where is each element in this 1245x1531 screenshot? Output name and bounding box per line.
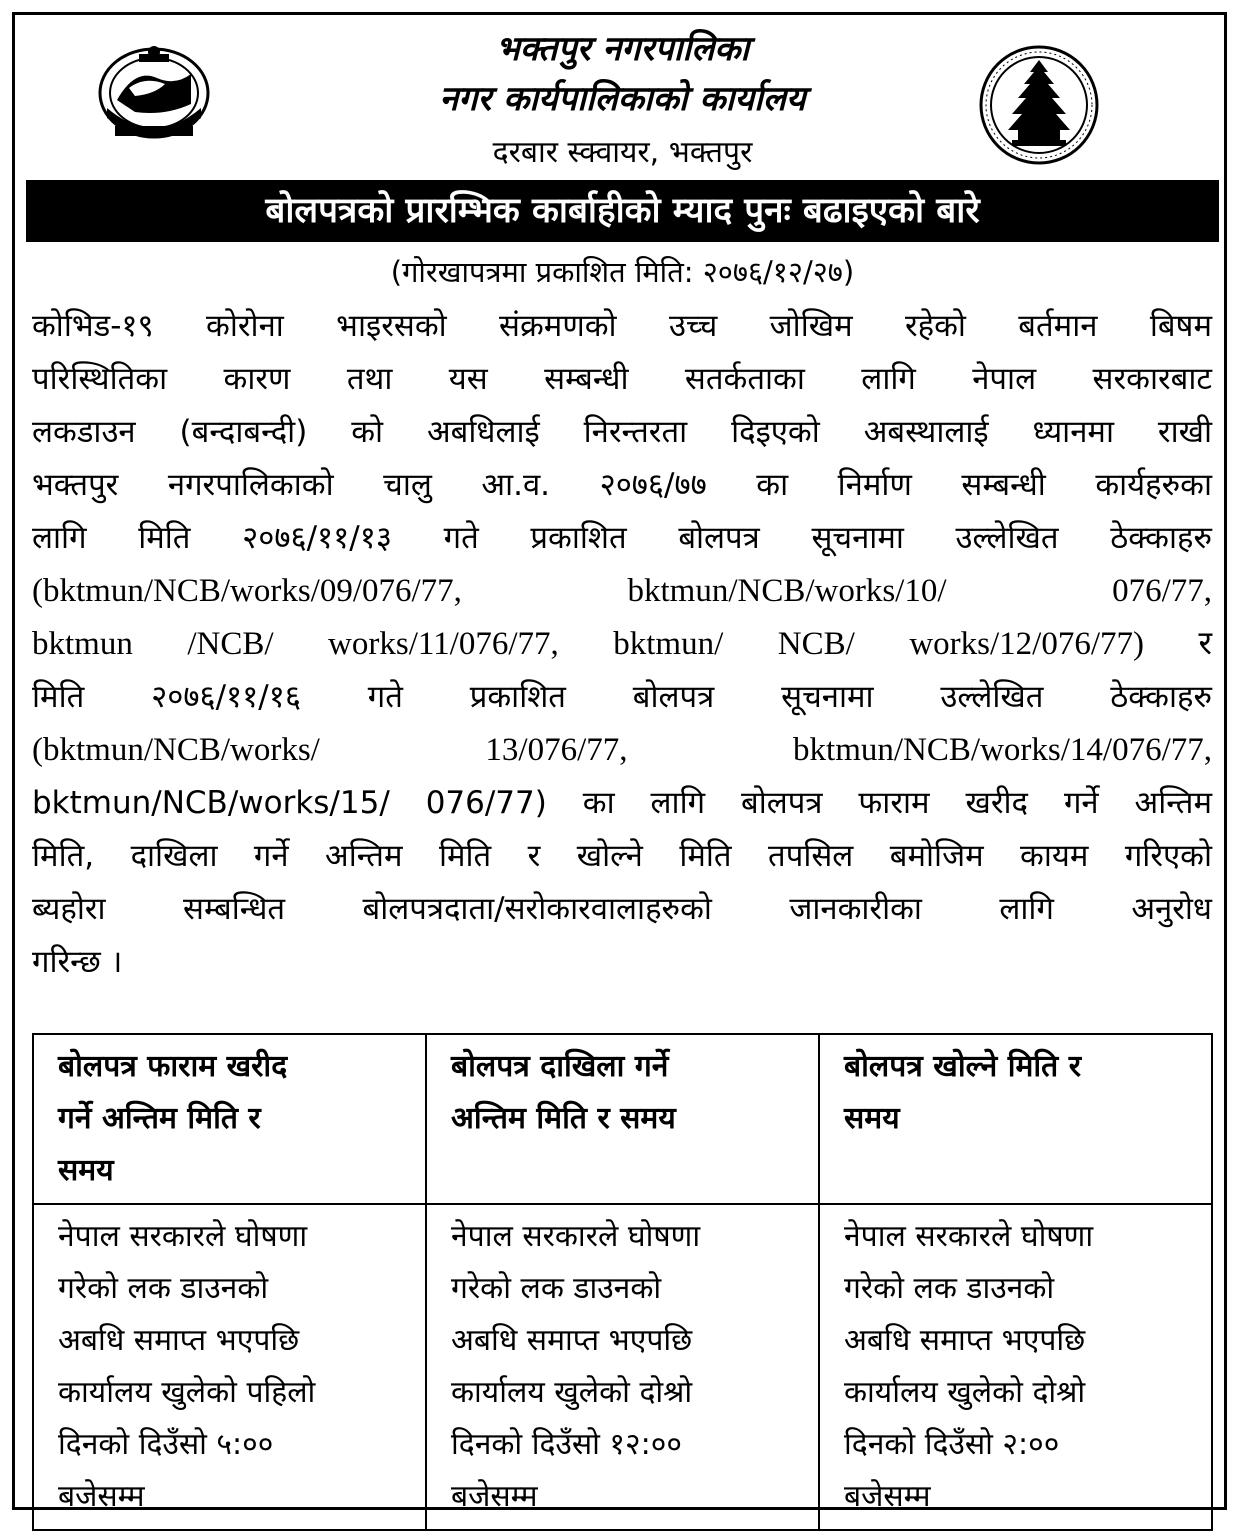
notice-body [32,300,1212,989]
body-line: bktmun /NCB/ works/11/076/77, bktmun/ NCB/ works/12/076/77) र [32,626,1212,662]
published-note: (गोरखापत्रमा प्रकाशित मिति: २०७६/१२/२७) [390,255,855,289]
body-line: (bktmun/NCB/works/09/076/77, bktmun/NCB/works/10/ 076/77, [32,573,1212,609]
body-line: लागि मिति २०७६/११/१३ गते प्रकाशित बोलपत्र सूचनामा उल्लेखित ठेक्काहरु [32,520,1212,556]
body-line: गरिन्छ । [32,944,123,980]
notice-title: बोलपत्रको प्रारम्भिक कार्बाहीको म्याद पुनः बढाइएको बारे [26,180,1219,242]
header-cell-opening-date: बोलपत्र खोल्ने मिति र समय [819,1034,1212,1204]
body-line: ब्यहोरा सम्बन्धित बोलपत्रदाता/सरोकारवालाहरुको जानकारीका लागि अनुरोध [32,891,1212,927]
body-line: (bktmun/NCB/works/ 13/076/77, bktmun/NCB/works/14/076/77, [32,732,1212,768]
body-line: मिति, दाखिला गर्ने अन्तिम मिति र खोल्ने मिति तपसिल बमोजिम कायम गरिएको [32,838,1212,874]
office-name: नगर कार्यपालिकाको कार्यालय [439,79,806,119]
cell-opening-date: नेपाल सरकारले घोषणा गरेको लक डाउनको अबधि समाप्त भएपछि कार्यालय खुलेको दोश्रो दिनको दिउँसो २:०० बजेसम्म [819,1204,1212,1530]
cell-purchase-deadline: नेपाल सरकारले घोषणा गरेको लक डाउनको अबधि समाप्त भएपछि कार्यालय खुलेको पहिलो दिनको दिउँसो ५:०० बजेसम्म [33,1204,426,1530]
cell-submission-deadline: नेपाल सरकारले घोषणा गरेको लक डाउनको अबधि समाप्त भएपछि कार्यालय खुलेको दोश्रो दिनको दिउँसो १२:०० बजेसम्म [426,1204,819,1530]
org-name: भक्तपुर नगरपालिका [495,29,750,69]
body-line: कोभिड-१९ कोरोना भाइरसको संक्रमणको उच्च जोखिम रहेको बर्तमान बिषम [32,308,1212,344]
office-address: दरबार स्क्वायर, भक्तपुर [492,135,753,170]
body-line: लकडाउन (बन्दाबन्दी) को अबधिलाई निरन्तरता दिइएको अबस्थालाई ध्यानमा राखी [32,414,1212,450]
body-line: भक्तपुर नगरपालिकाको चालु आ.व. २०७६/७७ का निर्माण सम्बन्धी कार्यहरुका [32,467,1212,503]
table-row [33,1204,1212,1530]
body-line: bktmun/NCB/works/15/ 076/77) का लागि बोलपत्र फाराम खरीद गर्ने अन्तिम [32,785,1212,821]
schedule-table [32,1033,1213,1531]
body-line: परिस्थितिका कारण तथा यस सम्बन्धी सतर्कताका लागि नेपाल सरकारबाट [32,361,1212,397]
table-header-row [33,1034,1212,1204]
body-line: मिति २०७६/११/१६ गते प्रकाशित बोलपत्र सूचनामा उल्लेखित ठेक्काहरु [32,679,1212,715]
header-cell-purchase-deadline: बोलपत्र फाराम खरीद गर्ने अन्तिम मिति र समय [33,1034,426,1204]
header-cell-submission-deadline: बोलपत्र दाखिला गर्ने अन्तिम मिति र समय [426,1034,819,1204]
